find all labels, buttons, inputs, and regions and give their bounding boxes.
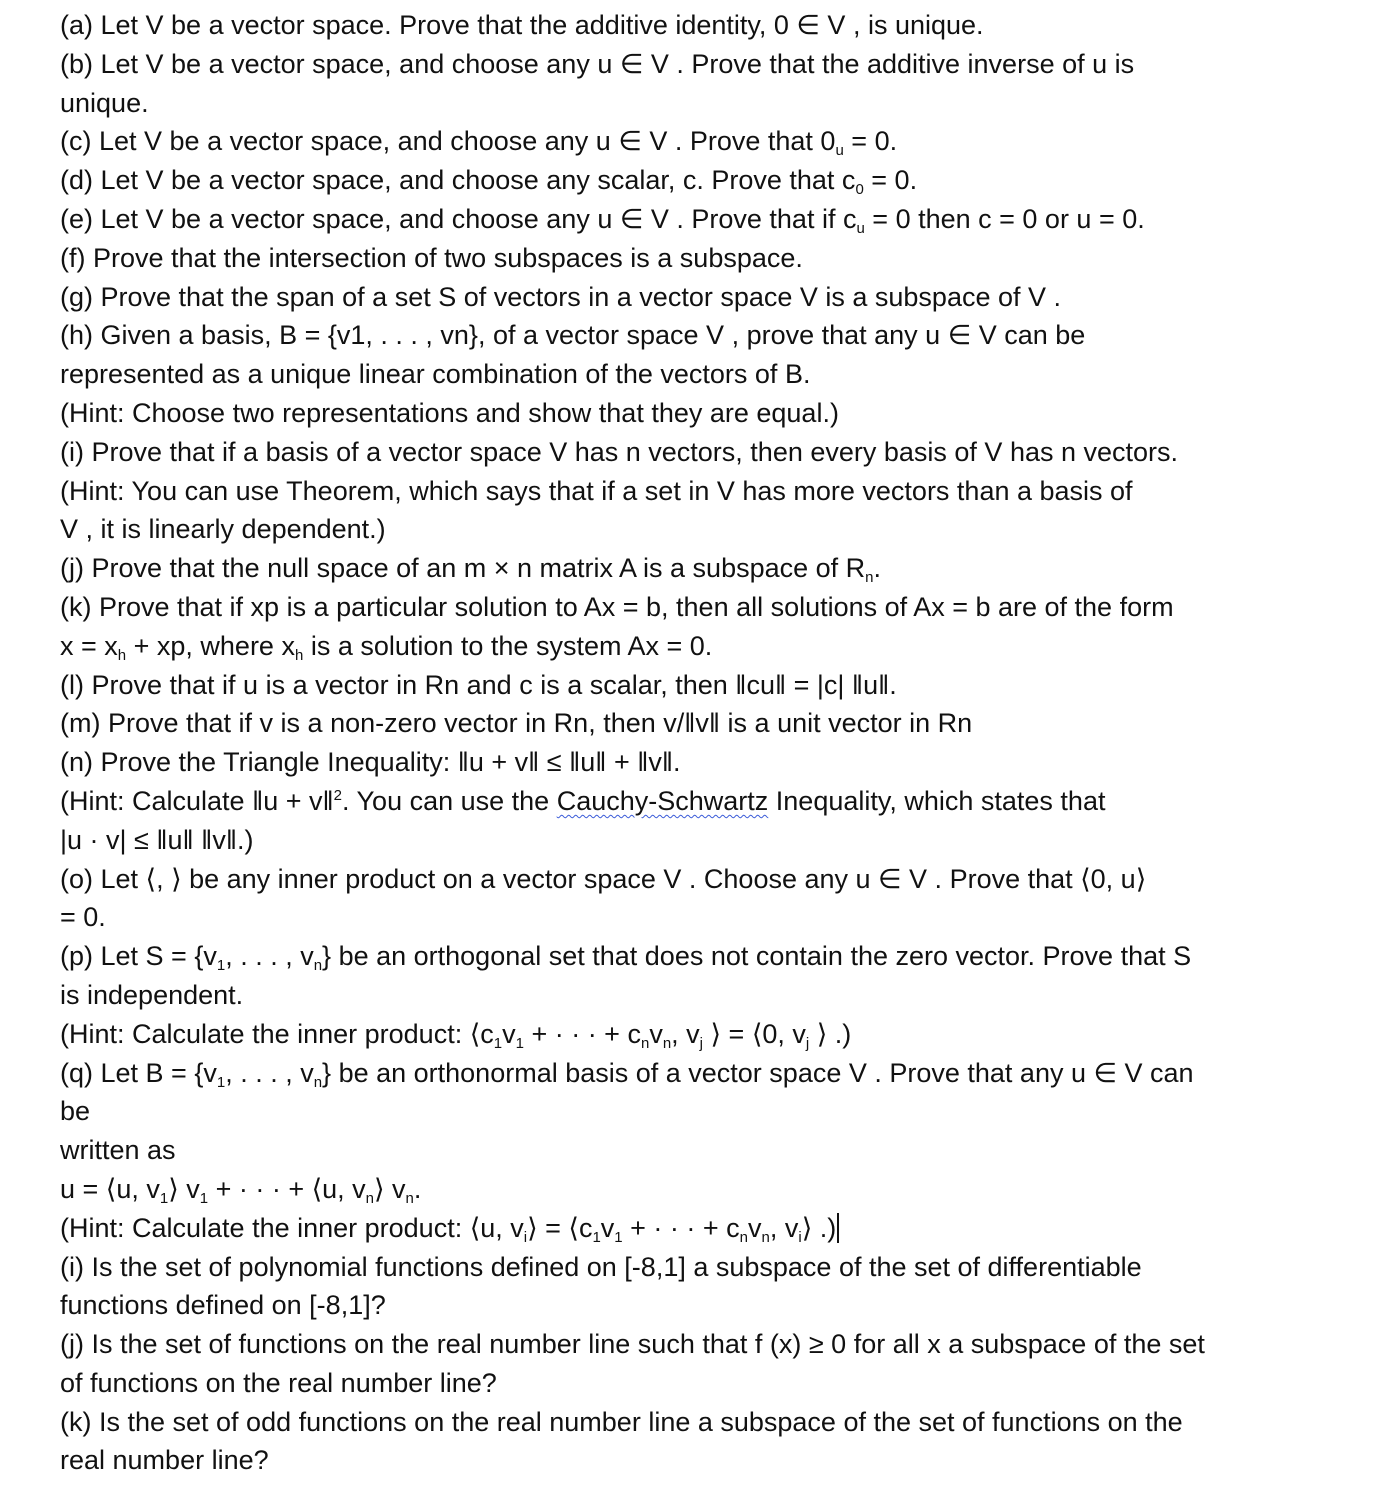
- problem-q-text-c: } be an orthonormal basis of a vector space V . Prove that any u ∈ V can: [322, 1057, 1194, 1088]
- subscript: n: [865, 569, 874, 587]
- problem-a-text: (a) Let V be a vector space. Prove that the additive identity, 0 ∈ V , is unique.: [60, 10, 984, 40]
- problem-p: [60, 937, 1360, 976]
- problem-q-cont-2: [60, 1131, 1360, 1170]
- problem-i-hint-text-cont: V , it is linearly dependent.): [60, 514, 386, 545]
- problem-e: [60, 200, 1360, 239]
- problem-p-hint-g: ⟩ .): [809, 1018, 852, 1049]
- problem-l-text: (l) Prove that if u is a vector in Rn and c is a scalar, then ‖cu‖ = |c| ‖u‖.: [60, 669, 897, 700]
- problem-n-hint: [60, 782, 1360, 821]
- problem-p-hint-e: , v: [671, 1018, 700, 1049]
- question-i: [60, 1248, 1360, 1287]
- problem-b-cont: [60, 84, 1360, 123]
- subscript: u: [856, 219, 865, 237]
- subscript: i: [523, 1228, 528, 1246]
- question-k-text: (k) Is the set of odd functions on the real number line a subspace of the set of functions on the: [60, 1406, 1183, 1437]
- formula-c: + · · · + ⟨u, v: [208, 1173, 366, 1204]
- problem-q-hint-c: v: [600, 1212, 615, 1243]
- problem-p-text-cont: is independent.: [60, 979, 244, 1010]
- problem-q-hint-d: + · · · + c: [622, 1212, 740, 1243]
- text-cursor: [837, 1213, 839, 1243]
- problem-d-text-end: = 0.: [863, 165, 918, 196]
- subscript: 1: [199, 1189, 209, 1207]
- subscript: n: [662, 1034, 672, 1052]
- problem-q-text-cont-2: written as: [60, 1135, 176, 1166]
- problem-f: [60, 239, 1360, 278]
- problem-o-cont: [60, 898, 1360, 937]
- subscript: h: [294, 646, 304, 664]
- problem-o-text-cont: = 0.: [60, 902, 106, 933]
- problem-d-text: (d) Let V be a vector space, and choose any scalar, c. Prove that c: [60, 165, 856, 196]
- subscript: 1: [216, 1073, 226, 1091]
- question-j: [60, 1325, 1360, 1364]
- problem-k-text-b: + xp, where x: [126, 630, 295, 661]
- subscript: 1: [592, 1228, 601, 1246]
- subscript: u: [835, 142, 844, 160]
- problem-b-text: (b) Let V be a vector space, and choose any u ∈ V . Prove that the additive inverse of u is: [60, 48, 1135, 79]
- problem-b-text-cont: unique.: [60, 87, 149, 118]
- subscript: j: [699, 1034, 704, 1052]
- problem-q-hint-e: v: [748, 1212, 762, 1243]
- problem-e-text: (e) Let V be a vector space, and choose any u ∈ V . Prove that if c: [60, 203, 857, 234]
- question-k-text-cont: real number line?: [60, 1445, 269, 1476]
- problem-c: [60, 122, 1360, 161]
- problem-c-text-end: = 0.: [843, 126, 898, 157]
- problem-n-hint-text-c: Inequality, which states that: [768, 785, 1106, 816]
- subscript: n: [313, 957, 323, 975]
- problem-n-hint-text-a: (Hint: Calculate ‖u + v‖: [60, 785, 334, 816]
- subscript: 1: [159, 1189, 169, 1207]
- problem-a: [60, 6, 1360, 45]
- problem-p-cont: [60, 976, 1360, 1015]
- subscript: h: [117, 646, 127, 664]
- superscript: 2: [333, 786, 343, 804]
- formula-b: ⟩ v: [168, 1173, 200, 1204]
- problem-q-hint-g: ⟩ .): [801, 1212, 837, 1243]
- problem-i-hint-text: (Hint: You can use Theorem, which says that if a set in V has more vectors than a basis of: [60, 475, 1133, 506]
- question-k: [60, 1403, 1360, 1442]
- problem-h-text: (h) Given a basis, B = {v1, . . . , vn}, of a vector space V , prove that any u ∈ V can be: [60, 320, 1086, 351]
- problem-q-hint-b: ⟩ = ⟨c: [527, 1212, 593, 1243]
- problem-i-hint-cont: [60, 510, 1360, 549]
- problem-p-text-b: , . . . , v: [225, 941, 314, 972]
- problem-m-text: (m) Prove that if v is a non-zero vector in Rn, then v/‖v‖ is a unit vector in Rn: [60, 708, 973, 739]
- problem-n-text: (n) Prove the Triangle Inequality: ‖u + v‖ ≤ ‖u‖ + ‖v‖.: [60, 747, 681, 778]
- subscript: n: [761, 1228, 770, 1246]
- problem-q: [60, 1054, 1360, 1093]
- problem-k-text: (k) Prove that if xp is a particular solution to Ax = b, then all solutions of Ax = b are of the form: [60, 591, 1174, 622]
- problem-k-text-a: x = x: [60, 630, 118, 661]
- problem-h-cont: [60, 355, 1360, 394]
- problem-p-hint-d: v: [649, 1018, 663, 1049]
- problem-h-text-cont: represented as a unique linear combination of the vectors of B.: [60, 359, 811, 390]
- problem-g: [60, 278, 1360, 317]
- problem-q-hint-f: , v: [769, 1212, 799, 1243]
- problem-n: [60, 743, 1360, 782]
- problem-q-formula: [60, 1170, 1360, 1209]
- problem-n-hint-text-cont: |u · v| ≤ ‖u‖ ‖v‖.): [60, 824, 254, 855]
- problem-e-text-end: = 0 then c = 0 or u = 0.: [864, 203, 1145, 234]
- subscript: n: [739, 1228, 749, 1246]
- problem-o: [60, 860, 1360, 899]
- problem-q-text-a: (q) Let B = {v: [60, 1057, 217, 1088]
- problem-j-text-end: .: [873, 553, 882, 584]
- document-body[interactable]: [60, 6, 1360, 1480]
- subscript: n: [313, 1073, 323, 1091]
- question-k-cont: [60, 1441, 1360, 1480]
- problem-q-hint-a: (Hint: Calculate the inner product: ⟨u, v: [60, 1212, 524, 1243]
- subscript: 1: [515, 1034, 524, 1052]
- formula-d: ⟩ v: [374, 1173, 406, 1204]
- problem-j-text: (j) Prove that the null space of an m × n matrix A is a subspace of R: [60, 553, 866, 584]
- problem-k: [60, 588, 1360, 627]
- problem-g-text: (g) Prove that the span of a set S of vectors in a vector space V is a subspace of V .: [60, 281, 1062, 312]
- spellcheck-flagged-word[interactable]: Cauchy-Schwartz: [556, 785, 769, 816]
- problem-p-text-c: } be an orthogonal set that does not contain the zero vector. Prove that S: [322, 941, 1192, 972]
- problem-i: [60, 433, 1360, 472]
- question-j-text: (j) Is the set of functions on the real number line such that f (x) ≥ 0 for all x a subspace of the set: [60, 1329, 1205, 1360]
- problem-h-hint-text: (Hint: Choose two representations and show that they are equal.): [60, 397, 839, 428]
- problem-p-text-a: (p) Let S = {v: [60, 941, 217, 972]
- problem-b: [60, 45, 1360, 84]
- problem-q-cont: [60, 1092, 1360, 1131]
- formula-a: u = ⟨u, v: [60, 1173, 160, 1204]
- problem-n-hint-text-b: . You can use the: [342, 785, 557, 816]
- problem-p-hint-b: v: [502, 1018, 516, 1049]
- question-j-cont: [60, 1364, 1360, 1403]
- problem-i-text: (i) Prove that if a basis of a vector space V has n vectors, then every basis of V has n vectors.: [60, 436, 1179, 467]
- subscript: j: [805, 1034, 810, 1052]
- problem-l: [60, 666, 1360, 705]
- problem-m: [60, 704, 1360, 743]
- problem-h: [60, 316, 1360, 355]
- problem-h-hint: [60, 394, 1360, 433]
- problem-q-text-cont: be: [60, 1096, 91, 1127]
- problem-k-cont: [60, 627, 1360, 666]
- problem-f-text: (f) Prove that the intersection of two subspaces is a subspace.: [60, 242, 803, 273]
- problem-d: [60, 161, 1360, 200]
- question-i-cont: [60, 1286, 1360, 1325]
- problem-p-hint-f: ⟩ = ⟨0, v: [703, 1018, 806, 1049]
- formula-e: .: [413, 1173, 422, 1204]
- problem-q-hint: [60, 1209, 1360, 1248]
- problem-q-text-b: , . . . , v: [225, 1057, 314, 1088]
- problem-c-text: (c) Let V be a vector space, and choose any u ∈ V . Prove that 0: [60, 126, 836, 157]
- problem-n-hint-cont: [60, 821, 1360, 860]
- problem-p-hint: [60, 1015, 1360, 1054]
- problem-o-text: (o) Let ⟨, ⟩ be any inner product on a vector space V . Choose any u ∈ V . Prove that ⟨0, u⟩: [60, 863, 1147, 894]
- subscript: n: [405, 1189, 414, 1207]
- problem-p-hint-a: (Hint: Calculate the inner product: ⟨c: [60, 1018, 494, 1049]
- problem-p-hint-c: + · · · + c: [523, 1018, 641, 1049]
- question-i-text: (i) Is the set of polynomial functions defined on [-8,1] a subspace of the set of differentiable: [60, 1251, 1142, 1282]
- problem-i-hint: [60, 472, 1360, 511]
- subscript: 1: [614, 1228, 623, 1246]
- problem-j: [60, 549, 1360, 588]
- subscript: n: [640, 1034, 650, 1052]
- question-j-text-cont: of functions on the real number line?: [60, 1367, 497, 1398]
- subscript: n: [365, 1189, 374, 1207]
- question-i-text-cont: functions defined on [-8,1]?: [60, 1290, 386, 1321]
- subscript: i: [798, 1228, 802, 1246]
- subscript: 0: [855, 181, 864, 199]
- problem-k-text-c: is a solution to the system Ax = 0.: [303, 630, 713, 661]
- subscript: 1: [493, 1034, 503, 1052]
- subscript: 1: [216, 957, 226, 975]
